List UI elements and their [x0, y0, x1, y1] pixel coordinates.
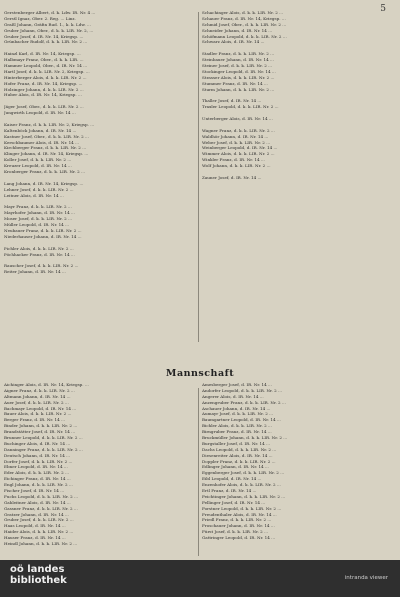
roster-entry: Fischer Josef, d. IR. Nr. 14 ... — [4, 488, 65, 494]
roster-entry: Froschauer Johann, d. IR. Nr. 14 ... — [202, 523, 275, 529]
lower-right-column — [202, 382, 388, 541]
roster-entry: Mayr Franz, d. k. k. LIR. Nr. 2 ... — [4, 204, 72, 210]
roster-entry: Zauner Josef, d. IR. Nr. 14 ... — [202, 174, 262, 180]
roster-entry: Müller Leopold, d. IR. Nr. 14 ... — [4, 222, 69, 228]
roster-entry: Graßl Johann, Gräfin Rud. 1., k. k. Ldw. ... — [4, 21, 91, 27]
roster-entry: Ebner Leopold, d. IR. Nr. 14 ... — [4, 464, 68, 470]
roster-entry: Jäger Josef, Ober., d. k. k. LIR. Nr. 2 ... — [4, 104, 84, 110]
roster-entry: Fellinger Josef, d. IR. Nr. 14 ... — [202, 499, 266, 505]
roster-entry: Gerstenberger Albert, d. k. Ldw. IR. Nr. 4 ... — [4, 10, 96, 15]
roster-entry: Anzengruber Franz, d. k. k. LIR. Nr. 2 ... — [202, 399, 286, 405]
roster-entry: Schöfmann Leopold, d. k. k. LIR. Nr. 2 ... — [202, 33, 287, 39]
roster-entry: Koller Josef, d. k. k. LIR. Nr. 2 ... — [4, 157, 72, 163]
roster-entry: Hainzl Karl, d. IR. Nr. 14, Kriegsp. ... — [4, 51, 81, 57]
lower-column-divider — [198, 388, 199, 556]
roster-entry: Heindl Johann, d. k. k. LIR. Nr. 2 ... — [4, 541, 78, 547]
roster-entry: Kaiser Franz, d. k. k. LIR. Nr. 2, Kriegsp. ... — [4, 121, 95, 127]
roster-entry: Kronberger Franz, d. k. k. LIR. Nr. 2 ... — [4, 169, 85, 175]
upper-left-column — [4, 10, 190, 275]
roster-entry: Forstner Leopold, d. k. k. LIR. Nr. 2 ... — [202, 505, 282, 511]
roster-entry: Edlinger Johann, d. IR. Nr. 14 ... — [202, 464, 269, 470]
roster-entry: Andorfer Leopold, d. k. k. LIR. Nr. 2 ... — [202, 387, 282, 393]
roster-entry: Bachmayr Leopold, d. IR. Nr. 14 ... — [4, 405, 77, 411]
logo-line-1: oö landes — [10, 564, 65, 575]
roster-entry: Gruber Josef, d. k. k. LIR. Nr. 2 ... — [4, 517, 74, 523]
roster-entry: Deutsch Johann, d. IR. Nr. 14 ... — [4, 452, 71, 458]
roster-entry: Steiner Josef, d. k. k. LIR. Nr. 2 ... — [202, 63, 273, 69]
roster-entry: Wolf Johann, d. k. k. LIR. Nr. 2 ... — [202, 163, 271, 169]
roster-entry: Sturm Johann, d. k. k. LIR. Nr. 2 ... — [202, 86, 275, 92]
roster-entry: Haas Leopold, d. IR. Nr. 14 ... — [4, 523, 66, 529]
lower-section — [0, 382, 400, 560]
roster-entry: Stadler Franz, d. k. k. LIR. Nr. 2 ... — [202, 51, 275, 57]
roster-entry: Kreuzer Leopold, d. IR. Nr. 14 ... — [4, 163, 72, 169]
roster-entry: Schachinger Alois, d. k. k. LIR. Nr. 2 ... — [202, 10, 284, 15]
roster-entry: Ertl Franz, d. IR. Nr. 14 ... — [202, 488, 257, 494]
roster-entry: Schwarz Alois, d. IR. Nr. 14 ... — [202, 39, 265, 45]
roster-entry: Gruber Josef, d. IR. Nr. 14, Kriegsp. ... — [4, 33, 84, 39]
viewer-credit[interactable]: intranda viewer — [344, 575, 388, 581]
roster-entry: Jungwirth Leopold, d. IR. Nr. 14 ... — [4, 110, 76, 116]
upper-right-column — [202, 10, 388, 181]
roster-entry: Hinterberger Alois, d. k. k. LIR. Nr. 2 ... — [4, 74, 87, 80]
roster-entry: Gahleitner Alois, d. IR. Nr. 14 ... — [4, 499, 71, 505]
roster-entry: Leitner Alois, d. IR. Nr. 14 ... — [4, 192, 64, 198]
roster-entry: Winkler Franz, d. IR. Nr. 14 ... — [202, 157, 265, 163]
roster-entry: Waldhör Johann, d. IR. Nr. 14 ... — [202, 133, 269, 139]
roster-entry: Birngruber Franz, d. IR. Nr. 14 ... — [202, 429, 272, 435]
roster-entry: Altmann Johann, d. IR. Nr. 14 ... — [4, 393, 71, 399]
roster-entry: Pöchhacker Franz, d. IR. Nr. 14 ... — [4, 251, 75, 257]
roster-entry: Gratzer Johann, d. IR. Nr. 14 ... — [4, 511, 69, 517]
roster-entry: Grünbacher Rudolf, d. k. k. LIR. Nr. 2 ... — [4, 39, 88, 45]
roster-entry: Aichinger Alois, d. IR. Nr. 14, Kriegsp. ... — [4, 382, 89, 387]
roster-entry: Brandstätter Josef, d. IR. Nr. 14 ... — [4, 429, 76, 435]
roster-entry: Holzinger Johann, d. k. k. LIR. Nr. 2 ... — [4, 86, 84, 92]
roster-entry: Diesenreiter Alois, d. IR. Nr. 14 ... — [202, 452, 273, 458]
roster-entry: Angerer Alois, d. IR. Nr. 14 ... — [202, 393, 264, 399]
roster-entry: Engl Johann, d. k. k. LIR. Nr. 2 ... — [4, 482, 73, 488]
roster-entry: Weinberger Leopold, d. IR. Nr. 14 ... — [202, 145, 278, 151]
roster-entry: Berger Franz, d. IR. Nr. 14 ... — [4, 417, 65, 423]
roster-entry: Stummer Franz, d. IR. Nr. 14 ... — [202, 80, 268, 86]
roster-entry: Rauscher Josef, d. k. k. LIR. Nr. 2 ... — [4, 263, 79, 269]
roster-entry: Mayrhofer Johann, d. IR. Nr. 14 ... — [4, 210, 75, 216]
roster-entry: Reiter Johann, d. IR. Nr. 14 ... — [4, 269, 66, 275]
roster-entry: Aschauer Johann, d. IR. Nr. 14 ... — [202, 405, 271, 411]
roster-entry: Hammer Leopold, Ober., d. IR. Nr. 14 ... — [4, 63, 88, 69]
roster-entry: Auer Josef, d. k. k. LIR. Nr. 2 ... — [4, 399, 69, 405]
roster-entry: Eder Alois, d. k. k. LIR. Nr. 2 ... — [4, 470, 69, 476]
roster-entry: Gruber Johann, Ober., d. k. k. LIR. Nr. 2, ... — [4, 27, 94, 33]
roster-entry: Schneider Johann, d. IR. Nr. 14 ... — [202, 27, 273, 33]
roster-entry: Bichler Alois, d. k. k. LIR. Nr. 2 ... — [202, 423, 272, 429]
roster-entry: Eichinger Franz, d. IR. Nr. 14 ... — [4, 476, 71, 482]
column-divider — [198, 12, 199, 342]
roster-entry: Hofer Franz, d. IR. Nr. 14, Kriegsp. ... — [4, 80, 83, 86]
section-title: Mannschaft — [165, 368, 235, 379]
roster-entry: Huber Alois, d. IR. Nr. 14, Kriegsp. ... — [4, 92, 82, 98]
roster-entry: Fürst Josef, d. k. k. LIR. Nr. 2 ... — [202, 529, 268, 535]
roster-entry: Eggenberger Josef, d. k. k. LIR. Nr. 2 ... — [202, 470, 285, 476]
roster-entry: Eibl Leopold, d. IR. Nr. 14 ... — [202, 476, 262, 482]
roster-entry: Weber Josef, d. k. k. LIR. Nr. 2 ... — [202, 139, 271, 145]
roster-entry: Aumayr Josef, d. k. k. LIR. Nr. 2 ... — [202, 411, 273, 417]
roster-entry: Haider Alois, d. k. k. LIR. Nr. 2 ... — [4, 529, 74, 535]
roster-entry: Thaller Josef, d. IR. Nr. 14 ... — [202, 98, 262, 104]
roster-entry: Stockinger Leopold, d. IR. Nr. 14 ... — [202, 68, 276, 74]
roster-entry: Steinbauer Johann, d. IR. Nr. 14 ... — [202, 57, 274, 63]
roster-entry: Gassner Franz, d. k. k. LIR. Nr. 2 ... — [4, 505, 78, 511]
roster-entry: Kaltenböck Johann, d. IR. Nr. 14 ... — [4, 127, 77, 133]
roster-entry: Klinger Johann, d. IR. Nr. 14, Kriegsp. ... — [4, 151, 89, 157]
roster-entry: Traxler Leopold, d. k. k. LIR. Nr. 2 ... — [202, 104, 279, 110]
roster-entry: Burgstaller Josef, d. IR. Nr. 14 ... — [202, 440, 270, 446]
roster-entry: Aigner Franz, d. k. k. LIR. Nr. 2 ... — [4, 387, 75, 393]
roster-entry: Kastner Josef, Ober., d. k. k. LIR. Nr. 2 ... — [4, 133, 89, 139]
roster-entry: Wimmer Alois, d. k. k. LIR. Nr. 2 ... — [202, 151, 275, 157]
roster-entry: Fuchs Leopold, d. k. k. LIR. Nr. 2 ... — [4, 493, 78, 499]
roster-entry: Danninger Franz, d. k. k. LIR. Nr. 2 ... — [4, 446, 83, 452]
roster-entry: Strasser Alois, d. k. k. LIR. Nr. 2 ... — [202, 74, 275, 80]
roster-entry: Lang Johann, d. IR. Nr. 14, Kriegsp. ... — [4, 180, 84, 186]
roster-entry: Schmid Josef, Ober., d. k. k. LIR. Nr. 2 ... — [202, 21, 287, 27]
roster-entry: Hauser Franz, d. IR. Nr. 14 ... — [4, 535, 66, 541]
roster-entry: Friedl Franz, d. k. k. LIR. Nr. 2 ... — [202, 517, 272, 523]
logo-line-2: bibliothek — [10, 575, 67, 586]
lower-left-column — [4, 382, 190, 547]
roster-entry: Unterberger Alois, d. IR. Nr. 14 ... — [202, 116, 273, 122]
roster-entry: Gerstl Ignaz, Ober. 2. Reg. ... Linz. — [4, 15, 76, 21]
roster-entry: Buchinger Alois, d. IR. Nr. 14 ... — [4, 440, 71, 446]
roster-entry: Kirchberger Franz, d. k. k. LIR. Nr. 2 ... — [4, 145, 87, 151]
roster-entry: Hartl Josef, d. k. k. LIR. Nr. 2, Kriegsp. ... — [4, 68, 90, 74]
roster-entry: Pichler Alois, d. k. k. LIR. Nr. 2 ... — [4, 245, 74, 251]
roster-entry: Niederhauser Johann, d. IR. Nr. 14 ... — [4, 233, 82, 239]
roster-entry: Kerschbaumer Alois, d. IR. Nr. 14 ... — [4, 139, 79, 145]
roster-entry: Lehner Josef, d. k. k. LIR. Nr. 2 ... — [4, 186, 74, 192]
roster-entry: Doppler Franz, d. k. k. LIR. Nr. 2 ... — [202, 458, 276, 464]
roster-entry: Moser Josef, d. k. k. LIR. Nr. 2 ... — [4, 216, 72, 222]
roster-entry: Baumgartner Leopold, d. IR. Nr. 14 ... — [202, 417, 281, 423]
roster-entry: Halbmayr Franz, Ober., d. k. k. LIR. ... — [4, 57, 84, 63]
roster-entry: Wagner Franz, d. k. k. LIR. Nr. 2 ... — [202, 127, 275, 133]
library-logo[interactable] — [10, 564, 67, 586]
roster-entry: Bauer Alois, d. k. k. LIR. Nr. 2 ... — [4, 411, 72, 417]
roster-entry: Binder Johann, d. k. k. LIR. Nr. 2 ... — [4, 423, 78, 429]
roster-entry: Dorfer Josef, d. k. k. LIR. Nr. 2 ... — [4, 458, 73, 464]
viewer-footer — [0, 560, 400, 597]
roster-entry: Gattringer Leopold, d. IR. Nr. 14 ... — [202, 535, 276, 541]
roster-entry: Brunner Leopold, d. k. k. LIR. Nr. 2 ... — [4, 435, 83, 441]
roster-entry: Freudenthaler Alois, d. IR. Nr. 14 ... — [202, 511, 277, 517]
roster-entry: Dachs Leopold, d. k. k. LIR. Nr. 2 ... — [202, 446, 277, 452]
roster-entry: Enzenhofer Alois, d. k. k. LIR. Nr. 2 ... — [202, 482, 281, 488]
roster-entry: Feichtinger Johann, d. k. k. LIR. Nr. 2 ... — [202, 493, 286, 499]
roster-entry: Amesberger Josef, d. IR. Nr. 14 ... — [202, 382, 272, 387]
roster-entry: Neubauer Franz, d. k. k. LIR. Nr. 2 ... — [4, 227, 82, 233]
roster-entry: Schauer Franz, d. IR. Nr. 14, Kriegsp. ... — [202, 15, 286, 21]
roster-entry: Bruckmüller Johann, d. k. k. LIR. Nr. 2 ... — [202, 435, 288, 441]
page-number: 5 — [380, 4, 386, 14]
